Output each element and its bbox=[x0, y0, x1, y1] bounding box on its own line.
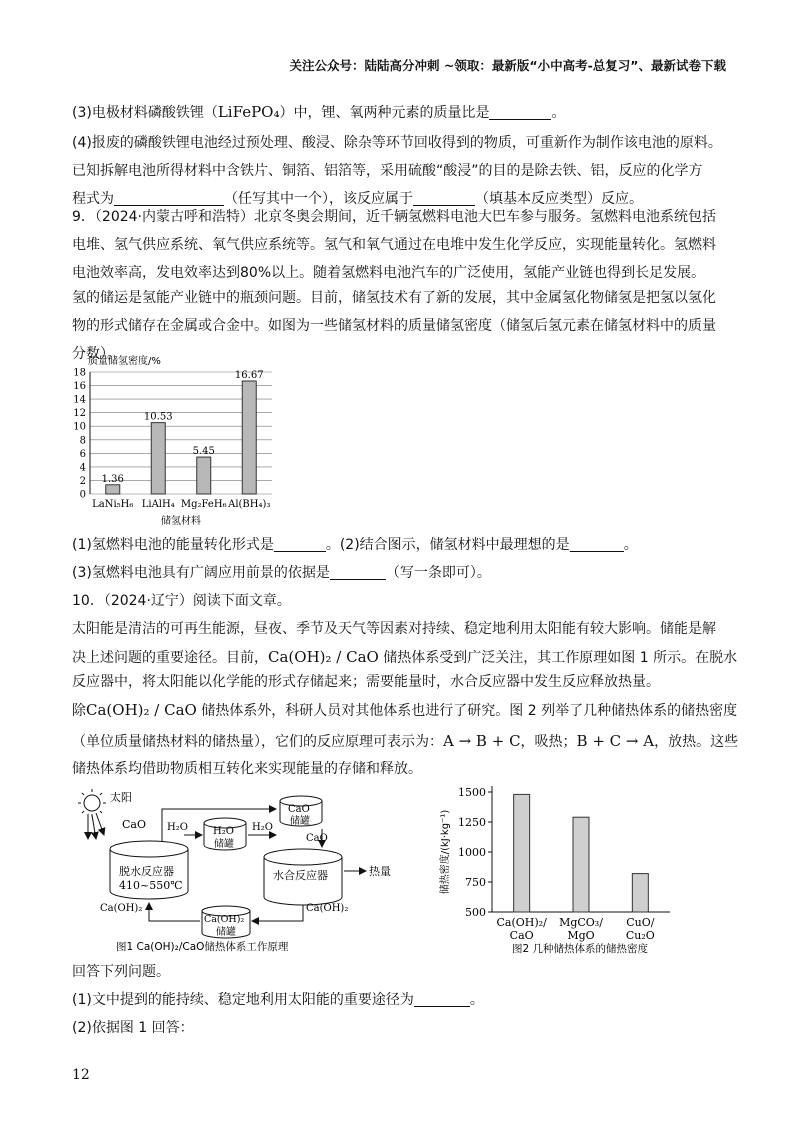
q10-line4: 反应器中，将太阳能以化学能的形式存储起来；需要能量时，水合反应器中发生反应释放热量。 bbox=[72, 674, 660, 690]
x-tick-label: LiAlH₄ bbox=[141, 499, 175, 510]
heat-storage-chart bbox=[430, 770, 680, 960]
q8-part4-line3: 程式为 （任写其中一个），该反应属于 （填基本反应类型）反应。 bbox=[72, 191, 643, 207]
q9-line6: 分数）。 bbox=[72, 346, 121, 362]
hydrogen-storage-chart bbox=[60, 352, 290, 530]
figure1-diagram bbox=[66, 787, 396, 957]
q10-ask: 回答下列问题。 bbox=[72, 964, 170, 980]
y-tick-label: 1500 bbox=[458, 786, 486, 799]
page-header: 关注公众号：陆陆高分冲刺 ~领取：最新版“小中高考-总复习”、最新试卷下载 bbox=[289, 58, 726, 73]
cao-tank-label: CaO bbox=[288, 804, 310, 815]
caoh2-tank-label: Ca(OH)₂ bbox=[204, 914, 245, 925]
q10-line1: 10．（2024·辽宁）阅读下面文章。 bbox=[72, 593, 291, 609]
q9-line3: 电池效率高，发电效率达到80%以上。随着氢燃料电池汽车的广泛使用，氢能产业链也得到长足发展。 bbox=[72, 265, 706, 281]
bar-value-label: 1.36 bbox=[101, 473, 124, 485]
q10-line6: （单位质量储热材料的储热量），它们的反应原理可表示为：A → B + C，吸热；B + C → A，放热。这些 bbox=[72, 732, 739, 750]
x-tick-label: MgO bbox=[567, 929, 595, 942]
y-tick-label: 2 bbox=[79, 475, 86, 487]
q9-line1: 9．（2024·内蒙古呼和浩特）北京冬奥会期间，近千辆氢燃料电池大巴车参与服务。氢燃料电池系统包括 bbox=[72, 209, 716, 225]
x-tick-label: Al(BH₄)₃ bbox=[228, 499, 271, 510]
y-tick-label: 500 bbox=[465, 906, 486, 919]
h2o-tank-sub: 储罐 bbox=[214, 839, 234, 850]
y-tick-label: 0 bbox=[79, 489, 86, 501]
x-axis-title: 储氢材料 bbox=[161, 516, 201, 527]
q8-part4-line2: 已知拆解电池所得材料中含铁片、铜箔、铝箔等，采用硫酸“酸浸”的目的是除去铁、铝，反应的化学方 bbox=[72, 163, 703, 179]
q9-sub3: (3)氢燃料电池具有广阔应用前景的依据是 （写一条即可）。 bbox=[72, 565, 491, 581]
caoh2-label-right: Ca(OH)₂ bbox=[306, 903, 349, 914]
y-tick-label: 4 bbox=[79, 462, 86, 474]
x-tick-label: MgCO₃/ bbox=[559, 916, 603, 929]
page-number: 12 bbox=[72, 1067, 90, 1083]
bar-1 bbox=[573, 817, 589, 912]
q8-part3: (3)电极材料磷酸铁锂（LiFePO₄）中，锂、氧两种元素的质量比是 。 bbox=[72, 103, 566, 121]
x-tick-label: CaO bbox=[509, 929, 534, 942]
y-tick-label: 1250 bbox=[458, 816, 486, 829]
x-tick-label: Cu₂O bbox=[625, 929, 655, 942]
cao-label-right: CaO bbox=[306, 833, 328, 844]
y-tick-label: 10 bbox=[73, 421, 86, 433]
cao-label-left: CaO bbox=[122, 818, 146, 831]
bar-value-label: 10.53 bbox=[143, 411, 173, 423]
answer-blank[interactable] bbox=[274, 535, 326, 552]
y-tick-label: 12 bbox=[73, 408, 86, 420]
bar-0 bbox=[106, 485, 120, 494]
y-tick-label: 750 bbox=[465, 876, 486, 889]
dehydration-temp: 410~550℃ bbox=[119, 879, 183, 892]
q8-part4-line1: (4)报废的磷酸铁锂电池经过预处理、酸浸、除杂等环节回收得到的物质，可重新作为制作该电池的原料。 bbox=[72, 135, 722, 151]
y-tick-label: 8 bbox=[79, 435, 86, 447]
cao-tank-sub: 储罐 bbox=[290, 816, 310, 827]
q10-line3: 决上述问题的重要途径。目前，Ca(OH)₂ / CaO 储热体系受到广泛关注，其工作原理如图 1 所示。在脱水 bbox=[72, 648, 738, 666]
answer-blank[interactable] bbox=[414, 990, 470, 1007]
q9-line2: 电堆、氢气供应系统、氧气供应系统等。氢气和氧气通过在电堆中发生化学反应，实现能量转化。氢燃料 bbox=[72, 237, 716, 253]
figure1-caption: 图1 Ca(OH)₂/CaO储热体系工作原理 bbox=[116, 941, 289, 953]
answer-blank[interactable] bbox=[489, 103, 551, 120]
heat-label: 热量 bbox=[369, 865, 391, 878]
q10-sub1: (1)文中提到的能持续、稳定地利用太阳能的重要途径为 。 bbox=[72, 992, 484, 1008]
y-tick-label: 14 bbox=[73, 394, 86, 406]
answer-blank[interactable] bbox=[570, 535, 624, 552]
bar-1 bbox=[151, 423, 165, 494]
bar-2 bbox=[197, 457, 211, 494]
sun-label: 太阳 bbox=[110, 791, 132, 804]
y-tick-label: 16 bbox=[73, 381, 86, 393]
q10-line2: 太阳能是清洁的可再生能源，昼夜、季节及天气等因素对持续、稳定地利用太阳能有较大影响。储能是解 bbox=[72, 621, 716, 637]
q9-sub1: (1)氢燃料电池的能量转化形式是 。(2)结合图示，储氢材料中最理想的是 。 bbox=[72, 537, 638, 553]
h2o-label-2: H₂O bbox=[252, 822, 273, 833]
sun-icon bbox=[78, 789, 106, 839]
hydration-label: 水合反应器 bbox=[273, 869, 328, 882]
figure2-caption: 图2 几种储热体系的储热密度 bbox=[511, 943, 649, 955]
x-tick-label: Mg₂FeH₆ bbox=[180, 499, 227, 510]
y-tick-label: 18 bbox=[73, 367, 86, 379]
bar-value-label: 16.67 bbox=[234, 370, 264, 382]
bar-2 bbox=[632, 874, 648, 912]
caoh2-tank-sub: 储罐 bbox=[216, 927, 236, 938]
bar-value-label: 5.45 bbox=[192, 446, 215, 458]
q10-line7: 储热体系均借助物质相互转化来实现能量的存储和释放。 bbox=[72, 761, 422, 777]
caoh2-label-left: Ca(OH)₂ bbox=[100, 903, 143, 914]
y-axis-title: 质量储氢密度/% bbox=[88, 356, 161, 367]
h2o-label-1: H₂O bbox=[167, 822, 188, 833]
y-tick-label: 1000 bbox=[458, 846, 486, 859]
q9-line5: 物的形式储存在金属或合金中。如图为一些储氢材料的质量储氢密度（储氢后氢元素在储氢材料中的质量 bbox=[72, 318, 716, 334]
h2o-tank-label: H₂O bbox=[213, 826, 234, 837]
dehydration-label: 脱水反应器 bbox=[119, 865, 174, 878]
bar-3 bbox=[242, 381, 256, 494]
q9-line4: 氢的储运是氢能产业链中的瓶颈问题。目前，储氢技术有了新的发展，其中金属氢化物储氢是把氢以氢化 bbox=[72, 290, 716, 306]
answer-blank[interactable] bbox=[330, 563, 386, 580]
q10-sub2: (2)依据图 1 回答： bbox=[72, 1020, 194, 1036]
bar-0 bbox=[514, 794, 530, 912]
y-axis-title: 储热密度/(kJ·kg⁻¹) bbox=[440, 809, 451, 895]
y-tick-label: 6 bbox=[79, 448, 86, 460]
x-tick-label: CuO/ bbox=[626, 916, 655, 929]
q10-line5: 除Ca(OH)₂ / CaO 储热体系外，科研人员对其他体系也进行了研究。图 2 列举了几种储热体系的储热密度 bbox=[72, 701, 738, 719]
x-tick-label: Ca(OH)₂/ bbox=[496, 916, 547, 929]
x-tick-label: LaNi₅H₆ bbox=[92, 499, 134, 510]
